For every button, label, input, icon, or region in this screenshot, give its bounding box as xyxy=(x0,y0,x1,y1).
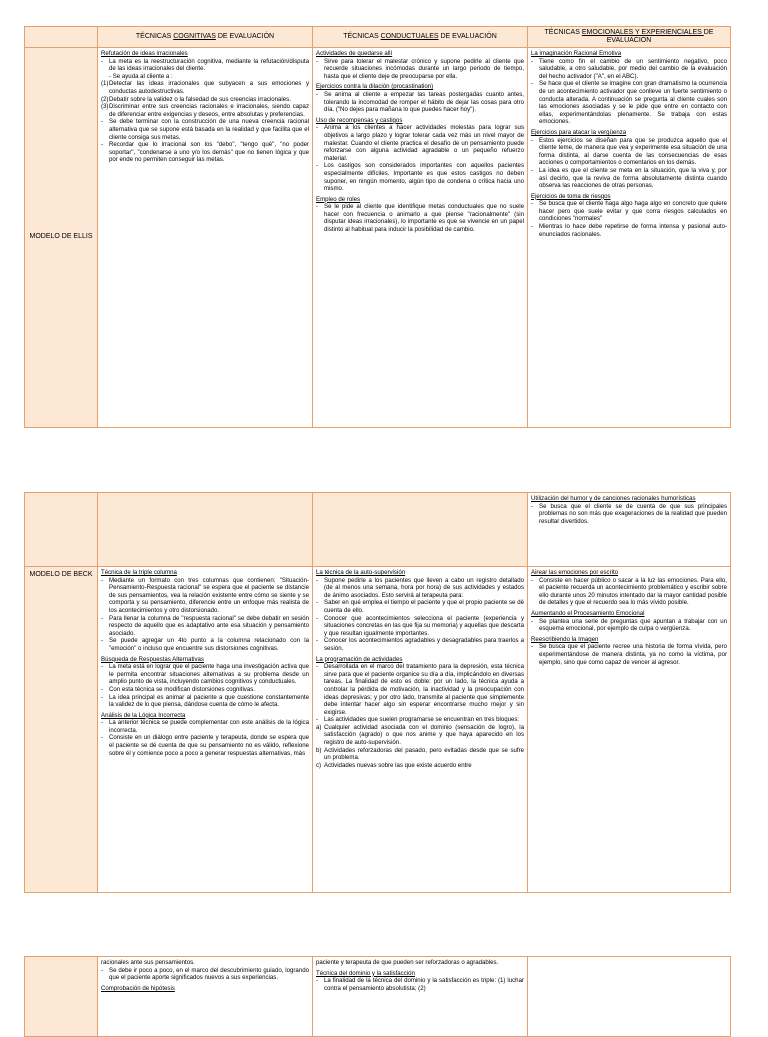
list-marker: - xyxy=(316,90,319,98)
list-marker: - xyxy=(101,576,104,584)
list-item-text: La finalidad de la técnica del dominio y la satisfacción es triple: (1) luchar contra el pensamiento absolutista; (2) xyxy=(324,977,524,992)
list-marker: - xyxy=(101,966,104,974)
list-item-text: Saber en qué emplea el tiempo el paciente y que el propio paciente se dé cuenta de ello. xyxy=(324,599,524,614)
list-item xyxy=(101,58,309,73)
list-item xyxy=(316,724,524,747)
beck-continued-behavioral-cell xyxy=(313,957,528,1037)
section-heading: Técnica del dominio y la satisfacción xyxy=(316,969,415,977)
list-marker: - xyxy=(316,599,319,607)
list-item xyxy=(316,663,524,716)
header-cognitive: TÉCNICAS COGNITIVAS DE EVALUACIÓN xyxy=(98,27,313,48)
list-item-text: Detectar las ideas irracionales que subyacen a sus emociones y conductas autodestructivas. xyxy=(109,80,309,95)
list-item xyxy=(101,734,309,757)
list-item xyxy=(531,503,727,526)
list-item xyxy=(316,762,524,770)
list-item xyxy=(531,577,727,607)
list-item xyxy=(101,719,309,734)
list-marker: - xyxy=(316,576,319,584)
list-item-text: Cualquier actividad asociada con el dominio (sensación de logro), la satisfacción (agrado) o que nos anime y que haya aparecido en los registro de auto-supervisión. xyxy=(324,723,524,747)
list-item-text: Tiene como fin el cambio de un sentimiento negativo, poco saludable, a otro saludable, por medio del cambio de la evaluación del hecho activador ("A", en el ABC). xyxy=(539,57,727,80)
model-label-ellis: MODELO DE ELLIS xyxy=(25,48,98,428)
list-item-text: La idea principal es animar al paciente a que cuestione constantemente la validez de lo que piensa, dándose cuenta de cómo le afecta. xyxy=(109,693,309,709)
list-item xyxy=(531,58,727,81)
list-item xyxy=(531,643,727,666)
list-marker: - xyxy=(316,637,319,645)
list-marker: - xyxy=(101,685,104,693)
beck-cognitive-cell xyxy=(98,567,313,893)
list-item-text: La anterior técnica se puede complementar con este análisis de la lógica incorrecta. xyxy=(109,719,309,734)
indented-text: - Se ayuda al cliente a : xyxy=(109,72,173,80)
list-item-text: Discriminar entre sus creencias racionales e irracionales, siendo capaz de diferenciar entre exigencias y deseos, entre absolutas y preferencias. xyxy=(109,103,309,118)
list-marker: - xyxy=(316,162,319,170)
list-item xyxy=(316,577,524,600)
list-marker: - xyxy=(316,663,319,671)
list-marker: - xyxy=(101,719,104,727)
list-item-text: Mientras lo hace debe repetirse de forma intensa y pasional auto-enunciados racionales. xyxy=(539,223,727,238)
paragraph-text: paciente y terapeuta de que pueden ser reforzadoras o agradables. xyxy=(316,959,499,966)
list-item xyxy=(316,91,524,114)
beck-table-block xyxy=(24,492,730,893)
list-item-text: Consiste en un diálogo entre paciente y terapeuta, donde se espera que el paciente se dé cuenta de que su pensamiento no es válido, reflexione sobre él y comience poco a poco a generar respuestas alternativas, más xyxy=(109,734,309,757)
list-marker: - xyxy=(531,576,534,584)
section-heading: Aumentando el Procesamiento Emocional xyxy=(531,609,645,617)
list-item xyxy=(316,124,524,162)
list-item xyxy=(316,637,524,652)
list-item-text: Se busca que el cliente se de cuenta de que sus principales problemas no son más que exageraciones de la realidad que pueden resultar divertidos. xyxy=(539,502,727,525)
list-item-text: Conocer que acontecimientos selecciona el paciente (experiencia y situaciones concretas en las que fija su memoria) y aquellas que descarta y que resultan igualmente importantes. xyxy=(324,614,524,637)
list-marker: - xyxy=(101,57,104,65)
list-marker: - xyxy=(316,203,319,211)
continuation-emotional-cell xyxy=(528,493,731,567)
beck-continued-block xyxy=(24,956,730,1037)
list-marker: - xyxy=(101,734,104,742)
beck-empty-cognitive-cell xyxy=(98,493,313,567)
list-item xyxy=(101,686,309,694)
list-item-text: Se le pide al cliente que identifique metas conductuales que no suele hacer con frecuencia o animarlo a que piense "racionalmente" (sin disputar ideas irracionales), lo importante es que se vivencie en un papel distinto al habitual para inducir la posibilidad de cambio. xyxy=(324,203,524,234)
ellis-table xyxy=(24,26,731,428)
section-heading: La imaginación Racional Emotiva xyxy=(531,50,622,57)
list-marker: c) xyxy=(316,761,322,769)
list-item xyxy=(531,167,727,190)
list-item xyxy=(316,58,524,81)
list-item xyxy=(531,200,727,223)
list-marker: - xyxy=(101,118,104,126)
list-marker: - xyxy=(101,693,104,701)
list-item-text: Estos ejercicios se diseñan para que se produzca aquello que el cliente teme, de manera que vea y experimente esa situación de una forma distinta, al darse cuenta de las consecuencias de esas acciones o comportamientos o comentarios en los demás. xyxy=(539,136,727,167)
list-marker: - xyxy=(531,617,534,625)
list-item xyxy=(101,615,309,638)
list-item xyxy=(101,637,309,652)
beck-table xyxy=(24,492,731,893)
list-item-text: Actividades reforzadoras del pasado, pero evitadas desde que se sufre un problema. xyxy=(324,746,524,762)
list-item xyxy=(101,96,309,104)
beck-continued-cognitive-cell xyxy=(98,957,313,1037)
list-item xyxy=(101,663,309,686)
list-item-text: Mediante un formato con tres columnas que contienen: "Situación-Pensamiento-Respuesta racional" se espera que el paciente se distancie de sus pensamientos, vea la relación existente entre cómo se siente y se comporta y su pensamiento, diferencie entre un enfoque más realista de los acontecimientos y otro distorsionado. xyxy=(109,576,309,614)
list-marker: - xyxy=(101,141,104,149)
list-item-text: Con esta técnica se modifican distorsiones cognitivas. xyxy=(109,685,255,693)
list-marker: - xyxy=(101,614,104,622)
list-item-text: Debatir sobre la validez o la falsedad de sus creencias irracionales. xyxy=(109,95,291,103)
list-item-text: Las actividades que suelen programarse se encuentran en tres bloques: xyxy=(324,716,520,724)
list-item-text: La idea es que el cliente se meta en la situación, que la viva y, por así decirlo, que la reviva de forma absolutamente distinta cuando observa las reacciones de otras personas. xyxy=(539,166,727,190)
beck-empty-model-cell xyxy=(25,493,98,567)
list-marker: a) xyxy=(316,723,322,731)
list-marker: - xyxy=(101,637,104,645)
beck-emotional-cell xyxy=(528,567,731,893)
section-heading: Empleo de roles xyxy=(316,195,361,203)
list-marker: - xyxy=(531,57,534,65)
list-item xyxy=(101,694,309,709)
list-item xyxy=(316,615,524,638)
section-heading: Refutación de ideas irracionales xyxy=(101,50,188,57)
list-item-text: Conocer los acontecimientos agradables y desagradables para traerlos a sesión. xyxy=(324,637,524,652)
list-item xyxy=(101,141,309,164)
ellis-table-block xyxy=(24,26,730,428)
list-item-text: Se busca que el paciente recree una historia de forma vívida, pero experimentándose de manera distinta, ya no como la víctima, por ejemplo, sino que como capaz de vencer al agresor. xyxy=(539,643,727,666)
list-item xyxy=(101,577,309,615)
ellis-emotional-cell xyxy=(528,48,731,428)
list-marker: (2) xyxy=(101,95,109,103)
beck-behavioral-cell xyxy=(313,567,528,893)
corner-cell xyxy=(25,27,98,48)
section-heading: La técnica de la auto-supervisión xyxy=(316,569,406,576)
list-marker: - xyxy=(531,80,534,88)
list-item-text: Se puede agregar un 4to punto a la columna relacionado con la "emoción" o incluso que encuentre sus distorsiones cognitivas. xyxy=(109,637,309,652)
list-item-text: Para llenar la columna de "respuesta racional" se debe debatir en sesión respecto de aquello que es adaptativo ante esa situación y pensamiento asociado. xyxy=(109,614,309,637)
list-item-text: La meta está en lograr que el paciente haga una investigación activa que le permita encontrar situaciones alternativas a su problema desde un amplio punto de vista, incluyendo cambios cognitivos y conductuales. xyxy=(109,663,309,686)
list-item xyxy=(101,80,309,95)
list-item-text: Supone pedirle a los pacientes que lleven a cabo un registro detallado (de al menos una semana, hora por hora) de sus actividades y estados de ánimo asociados. Esto servirá al terapeuta para: xyxy=(324,576,524,599)
section-heading: Comprobación de hipótesis xyxy=(101,984,175,992)
list-marker: - xyxy=(101,663,104,671)
header-emotional: TÉCNICAS EMOCIONALES Y EXPERIENCIALES DE EVALUACIÓN xyxy=(528,27,731,48)
beck-empty-behavioral-cell xyxy=(313,493,528,567)
list-marker: - xyxy=(531,502,534,510)
section-heading: Ejercicios contra la dilación (procastination) xyxy=(316,83,434,91)
list-item-text: Se hace que el cliente se imagine con gran dramatismo la ocurrencia de un acontecimiento activador que conlleve un fuerte sentimiento o conducta alterada. A continuación se pregunta al cliente cuales son las emociones asociadas y se le pide que entre en contacto con ellas, experimentándolas plenamente. Se trabaja con estas emociones. xyxy=(539,80,727,126)
list-item xyxy=(316,747,524,762)
section-heading: Ejercicios de toma de riesgos xyxy=(531,192,611,200)
list-item xyxy=(531,80,727,126)
list-marker: - xyxy=(316,57,319,65)
section-heading: Utilización del humor y de canciones racionales humorísticas xyxy=(531,495,696,502)
list-marker: - xyxy=(316,716,319,724)
list-item xyxy=(316,162,524,192)
list-item-text: Consiste en hacer público o sacar a la luz las emociones. Para ello, el paciente recuerda un acontecimiento problemático y escribir sobre ello durante unos 20 minutos intentado dar la mayor cantidad posible de detalles y que el recuerdo sea lo más vívido posible. xyxy=(539,576,727,607)
list-item-text: Se debe terminar con la construcción de una nueva creencia racional alternativa que se supone está basada en la realidad y que facilita que el cliente consiga sus metas. xyxy=(109,118,309,141)
list-marker: - xyxy=(531,200,534,208)
list-item xyxy=(101,103,309,118)
list-item-text: Los castigos son considerados importantes con aquellos pacientes especialmente difíciles. Importante es que estos castigos no deben suponer, en ningún momento, algún tipo de condena o crítica hacia uno mismo. xyxy=(324,162,524,193)
list-item-text: Se anima al cliente a empezar las tareas postergadas cuanto antes, tolerando la incomodad de romper el hábito de dejar las cosas para otro día. ("No dejes para mañana lo que puedes hacer hoy"). xyxy=(324,90,524,114)
model-label-beck: MODELO DE BECK xyxy=(25,567,98,893)
list-marker: - xyxy=(531,643,534,651)
list-item xyxy=(316,599,524,614)
list-item xyxy=(531,223,727,238)
list-item-text: Desarrollada en el marco del tratamiento para la depresión, esta técnica sirve para que el paciente organice su día a día, implicándolo en diversas tareas. La finalidad de esto es doble: por un lado, la técnica ayuda a controlar la pérdida de motivación, la inactividad y la preocupación con ideas depresivas; y por otro lado, transmite al paciente que simplemente debe intentar hacer algo sin esperar encontrarse mucho mejor y sin exigirse. xyxy=(324,663,524,716)
section-heading: La programación de actividades xyxy=(316,655,403,663)
header-behavioral: TÉCNICAS CONDUCTUALES DE EVALUACIÓN xyxy=(313,27,528,48)
section-heading: Técnica de la triple columna xyxy=(101,569,177,576)
paragraph-text: racionales ante sus pensamientos. xyxy=(101,959,195,966)
list-item-text: Se busca que el cliente haga algo haga algo en concreto que quiere hacer pero que suele evitar y que corra riesgos calculados en condiciones "normales" xyxy=(539,200,727,223)
list-marker: - xyxy=(316,124,319,132)
ellis-cognitive-cell xyxy=(98,48,313,428)
section-heading: Ejercicios para atacar la vergüenza xyxy=(531,128,627,136)
beck-continued-table xyxy=(24,956,731,1037)
list-item-text: Anima a los clientes a hacer actividades molestas para lograr sus objetivos a largo plazo y lograr tolerar cada vez más un nivel mayor de malestar. Cuando el cliente practica el desafío de un pensamiento puede reforzarse con alguna actividad agradable o un pequeño refuerzo material. xyxy=(324,124,524,162)
list-item xyxy=(531,137,727,167)
list-item xyxy=(101,118,309,141)
list-marker: - xyxy=(531,136,534,144)
list-marker: - xyxy=(316,614,319,622)
list-marker: - xyxy=(316,977,319,985)
list-marker: b) xyxy=(316,746,322,754)
beck-continued-emotional-cell xyxy=(528,957,731,1037)
list-item xyxy=(101,967,309,982)
section-heading: Actividades de quedarse allí xyxy=(316,50,393,57)
list-item-text: La meta es la reestructuración cognitiva, mediante la refutación/disputa de las ideas irracionales del cliente. xyxy=(109,57,309,73)
list-marker: (3) xyxy=(101,103,109,111)
list-item-text: Recordar que lo irracional son los "debo", "tengo qué", "no poder soportar", "condenarse a uno y/o los demás" que no tienen lógica y que por ende no permiten conseguir las metas. xyxy=(109,141,309,164)
ellis-behavioral-cell xyxy=(313,48,528,428)
section-heading: Uso de recompensas y castigos xyxy=(316,116,403,124)
list-item xyxy=(316,977,524,992)
section-heading: Airear las emociones por escrito xyxy=(531,569,619,576)
list-item-text: Se plantea una serie de preguntas que apuntan a trabajar con un esquema emocional, por ejemplo de culpa o vergüenza. xyxy=(539,617,727,633)
list-marker: (1) xyxy=(101,80,109,88)
list-item xyxy=(316,716,524,724)
section-heading: Reescribiendo la Imagen xyxy=(531,635,599,643)
list-item xyxy=(316,203,524,233)
list-item xyxy=(531,618,727,633)
list-item-text: Sirve para tolerar el malestar crónico y supone pedirle al cliente que recuerde situaciones incómodas durante un largo periodo de tiempo, hasta que el cliente deje de preocuparse por ella. xyxy=(324,57,524,80)
section-heading: Análisis de la Lógica Incorrecta xyxy=(101,711,186,719)
list-marker: - xyxy=(531,223,534,231)
section-heading: Búsqueda de Respuestas Alternativas xyxy=(101,655,204,663)
list-marker: - xyxy=(531,166,534,174)
beck-continued-model-cell xyxy=(25,957,98,1037)
list-item-text: Se debe ir poco a poco, en el marco del descubrimiento guiado, logrando que el paciente aporte significados nuevos a sus experiencias. xyxy=(109,966,309,982)
list-item-text: Actividades nuevas sobre las que existe acuerdo entre xyxy=(324,761,472,769)
